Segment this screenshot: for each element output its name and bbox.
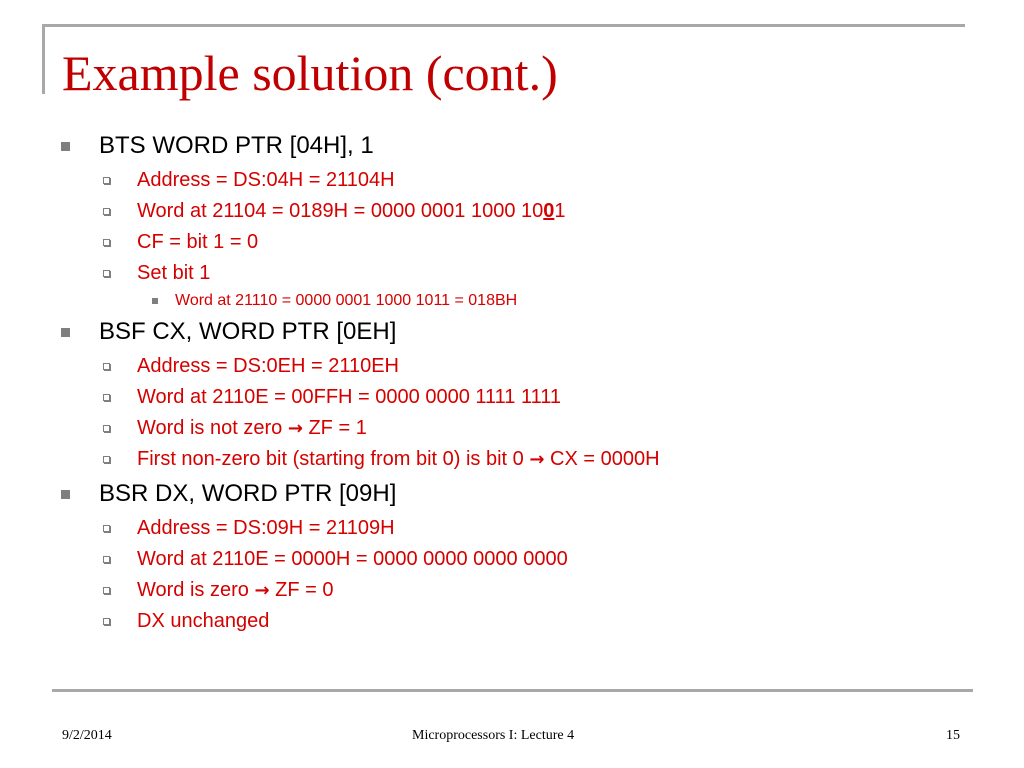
slide-frame-left-rule: [42, 24, 45, 94]
footer-page-number: 15: [946, 728, 960, 743]
list-item-text: Word at 2110E = 0000H = 0000 0000 0000 0000: [137, 548, 568, 570]
hollow-square-bullet-icon: [103, 363, 110, 370]
slide-body: [0, 127, 1024, 637]
sub-list-item: [0, 289, 1024, 313]
footer-course-title: Microprocessors I: Lecture 4: [412, 728, 575, 743]
section-heading-bsf: [0, 313, 1024, 351]
footer-date: 9/2/2014: [62, 728, 112, 743]
list-item: [0, 196, 1024, 227]
list-item: [0, 382, 1024, 413]
list-item: [0, 351, 1024, 382]
list-item-text: Word is zero: [137, 579, 255, 601]
list-item: [0, 575, 1024, 606]
list-item: [0, 258, 1024, 289]
hollow-square-bullet-icon: [103, 618, 110, 625]
list-item-text-tail: CX = 0000H: [544, 448, 660, 470]
list-item: [0, 444, 1024, 475]
right-arrow-icon: →: [254, 580, 270, 601]
list-item-text-tail: 1: [554, 200, 566, 222]
list-item: [0, 227, 1024, 258]
list-item-text: Set bit 1: [137, 262, 211, 284]
section-heading-text: BTS WORD PTR [04H], 1: [99, 132, 374, 159]
list-item-text: First non-zero bit (starting from bit 0) is bit 0: [137, 448, 530, 470]
list-item-text: Address = DS:0EH = 2110EH: [137, 355, 399, 377]
section-heading-bsr: [0, 475, 1024, 513]
list-item: [0, 544, 1024, 575]
hollow-square-bullet-icon: [103, 208, 110, 215]
list-item-text-tail: ZF = 1: [302, 417, 367, 439]
list-item-text: Word at 21104 = 0189H = 0000 0001 1000 10: [137, 200, 544, 222]
square-bullet-icon: [61, 142, 70, 151]
hollow-square-bullet-icon: [103, 587, 110, 594]
list-item: [0, 165, 1024, 196]
section-heading-bts: [0, 127, 1024, 165]
hollow-square-bullet-icon: [103, 425, 110, 432]
list-item: [0, 513, 1024, 544]
list-item-text: Word is not zero: [137, 417, 288, 439]
slide-title: Example solution (cont.): [62, 45, 558, 101]
hollow-square-bullet-icon: [103, 556, 110, 563]
list-item-text: DX unchanged: [137, 610, 270, 632]
hollow-square-bullet-icon: [103, 525, 110, 532]
list-item-text: CF = bit 1 = 0: [137, 231, 259, 253]
hollow-square-bullet-icon: [103, 456, 110, 463]
list-item-text: Address = DS:09H = 21109H: [137, 517, 395, 539]
section-heading-text: BSF CX, WORD PTR [0EH]: [99, 318, 397, 345]
sub-list-item-text: Word at 21110 = 0000 0001 1000 1011 = 018BH: [175, 292, 518, 309]
hollow-square-bullet-icon: [103, 177, 110, 184]
footer-rule: [52, 689, 973, 692]
square-bullet-icon: [61, 328, 70, 337]
list-item-text: Word at 2110E = 00FFH = 0000 0000 1111 1111: [137, 386, 562, 408]
right-arrow-icon: →: [287, 418, 303, 439]
hollow-square-bullet-icon: [103, 270, 110, 277]
slide-frame-top-rule: [42, 24, 965, 27]
emphasized-bit: 0: [543, 200, 555, 222]
hollow-square-bullet-icon: [103, 394, 110, 401]
hollow-square-bullet-icon: [103, 239, 110, 246]
square-bullet-icon: [61, 490, 70, 499]
list-item-text: Address = DS:04H = 21104H: [137, 169, 395, 191]
right-arrow-icon: →: [529, 449, 545, 470]
list-item: [0, 413, 1024, 444]
list-item-text-tail: ZF = 0: [269, 579, 334, 601]
section-heading-text: BSR DX, WORD PTR [09H]: [99, 480, 397, 507]
small-square-bullet-icon: [152, 298, 158, 304]
list-item: [0, 606, 1024, 637]
